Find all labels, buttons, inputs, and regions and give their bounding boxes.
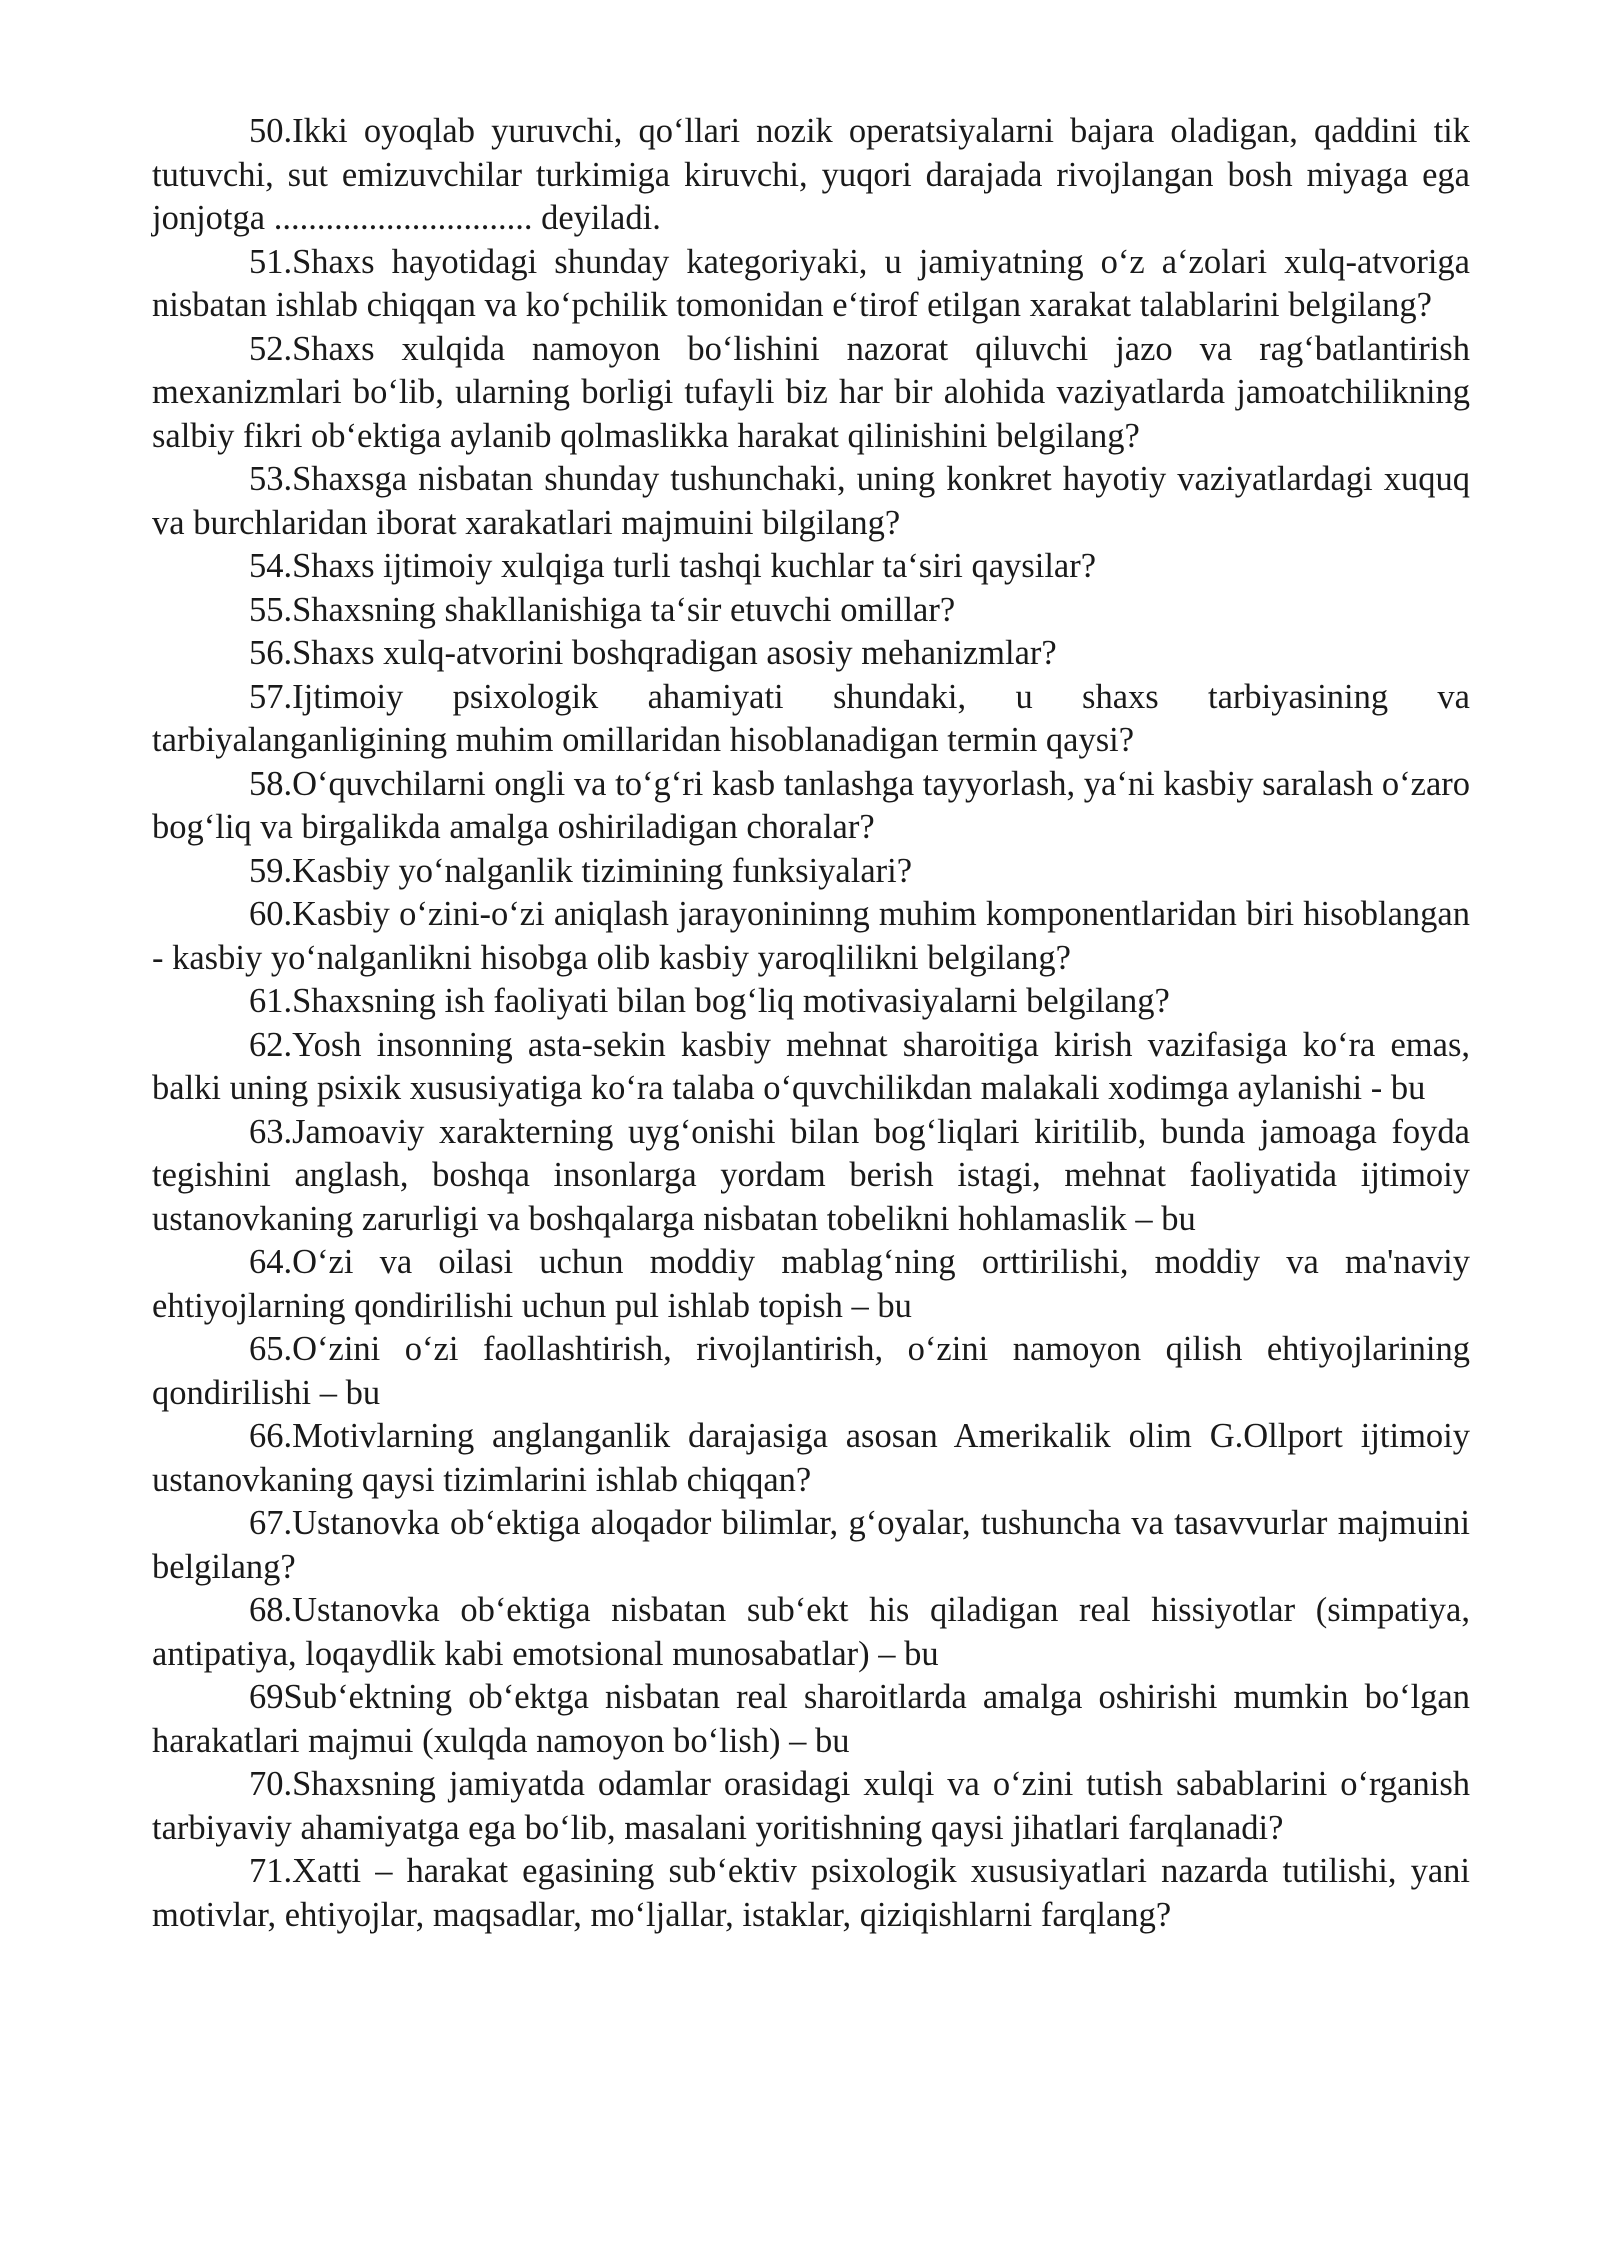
question-51: 51.Shaxs hayotidagi shunday kategoriyaki, u jamiyatning o‘z a‘zolari xulq-atvoriga nisbatan ishlab chiqqan va ko‘pchilik tomonidan e‘tirof etilgan xarakat talablarini belgilang?: [152, 242, 1470, 324]
question-59: 59.Kasbiy yo‘nalganlik tizimining funksiyalari?: [249, 851, 913, 890]
question-63: 63.Jamoaviy xarakterning uyg‘onishi bilan bog‘liqlari kiritilib, bunda jamoaga foyda tegishini anglash, boshqa insonlarga yordam berish istagi, mehnat faoliyatida ijtimoiy ustanovkaning zarurligi va boshqalarga nisbatan tobelikni hohlamaslik – bu: [152, 1112, 1470, 1238]
question-60: 60.Kasbiy o‘zini-o‘zi aniqlash jarayonininng muhim komponentlaridan biri hisoblangan - kasbiy yo‘nalganlikni hisobga olib kasbiy yaroqlilikni belgilang?: [152, 895, 1470, 977]
question-52: 52.Shaxs xulqida namoyon bo‘lishini nazorat qiluvchi jazo va rag‘batlantirish mexanizmlari bo‘lib, ularning borligi tufayli biz har bir alohida vaziyatlarda jamoatchilikning salbiy fikri ob‘ektiga aylanib qolmaslikka harakat qilinishini belgilang?: [152, 329, 1470, 455]
question-66: 66.Motivlarning anglanganlik darajasiga asosan Amerikalik olim G.Ollport ijtimoiy ustanovkaning qaysi tizimlarini ishlab chiqqan?: [152, 1417, 1470, 1499]
question-53: 53.Shaxsga nisbatan shunday tushunchaki, uning konkret hayotiy vaziyatlardagi xuquq va burchlaridan iborat xarakatlari majmuini bilgilang?: [152, 460, 1470, 542]
question-64: 64.O‘zi va oilasi uchun moddiy mablag‘ning orttirilishi, moddiy va ma'naviy ehtiyojlarning qondirilishi uchun pul ishlab topish – bu: [152, 1243, 1470, 1325]
question-55: 55.Shaxsning shakllanishiga ta‘sir etuvchi omillar?: [249, 590, 956, 629]
question-65: 65.O‘zini o‘zi faollashtirish, rivojlantirish, o‘zini namoyon qilish ehtiyojlarining qondirilishi – bu: [152, 1330, 1470, 1412]
question-54: 54.Shaxs ijtimoiy xulqiga turli tashqi kuchlar ta‘siri qaysilar?: [249, 547, 1097, 585]
question-56: 56.Shaxs xulq-atvorini boshqradigan asosiy mehanizmlar?: [249, 634, 1057, 672]
question-67: 67.Ustanovka ob‘ektiga aloqador bilimlar, g‘oyalar, tushuncha va tasavvurlar majmuini belgilang?: [152, 1504, 1470, 1586]
question-70: 70.Shaxsning jamiyatda odamlar orasidagi xulqi va o‘zini tutish sabablarini o‘rganish tarbiyaviy ahamiyatga ega bo‘lib, masalani yoritishning qaysi jihatlari farqlanadi?: [152, 1765, 1470, 1847]
question-61: 61.Shaxsning ish faoliyati bilan bog‘liq motivasiyalarni belgilang?: [249, 982, 1170, 1020]
question-62: 62.Yosh insonning asta-sekin kasbiy mehnat sharoitiga kirish vazifasiga ko‘ra emas, balki uning psixik xususiyatiga ko‘ra talaba o‘quvchilikdan malakali xodimga aylanishi - bu: [152, 1025, 1470, 1107]
question-69: 69Sub‘ektning ob‘ektga nisbatan real sharoitlarda amalga oshirishi mumkin bo‘lgan harakatlari majmui (xulqda namoyon bo‘lish) – bu: [152, 1678, 1470, 1760]
document-page: [152, 110, 1470, 1937]
question-58: 58.O‘quvchilarni ongli va to‘g‘ri kasb tanlashga tayyorlash, ya‘ni kasbiy saralash o‘zaro bog‘liq va birgalikda amalga oshiriladigan choralar?: [152, 764, 1470, 846]
question-68: 68.Ustanovka ob‘ektiga nisbatan sub‘ekt his qiladigan real hissiyotlar (simpatiya, antipatiya, loqaydlik kabi emotsional munosabatlar) – bu: [152, 1591, 1470, 1673]
question-71: 71.Xatti – harakat egasining sub‘ektiv psixologik xususiyatlari nazarda tutilishi, yani motivlar, ehtiyojlar, maqsadlar, mo‘ljallar, istaklar, qiziqishlarni farqlang?: [152, 1852, 1470, 1934]
question-50: 50.Ikki oyoqlab yuruvchi, qo‘llari nozik operatsiyalarni bajara oladigan, qaddini tik tutuvchi, sut emizuvchilar turkimiga kiruvchi, yuqori darajada rivojlangan bosh miyaga ega jonjotga .............................. deyiladi.: [152, 112, 1470, 237]
question-57: 57.Ijtimoiy psixologik ahamiyati shundaki, u shaxs tarbiyasining va tarbiyalanganligining muhim omillaridan hisoblanadigan termin qaysi?: [152, 677, 1470, 759]
